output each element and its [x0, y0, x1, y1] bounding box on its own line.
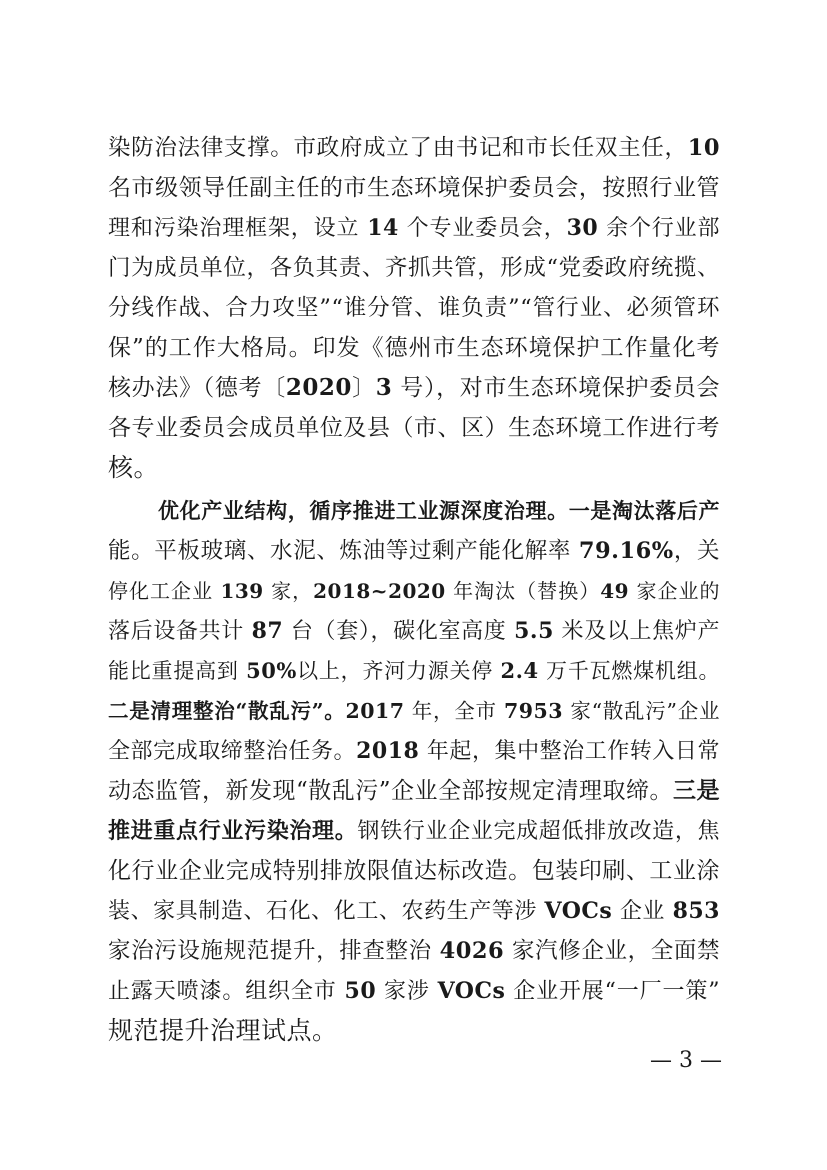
text-segment: 139	[220, 579, 264, 603]
text-segment: 14	[367, 215, 399, 241]
text-line	[108, 971, 720, 1011]
text-segment: 年起，集中整治工作转入日常	[419, 739, 720, 764]
text-segment: 2018	[356, 738, 420, 764]
text-segment: 动态监管，新发现“散乱污”企业全部按规定清理取缔。	[108, 778, 674, 804]
text-segment: VOCs	[437, 978, 506, 1004]
text-segment: 理和污染治理框架，设立	[108, 216, 368, 241]
text-segment: 门为成员单位，各负其责、齐抓共管，形成“党委政府统揽、	[108, 255, 720, 281]
text-segment: 4026	[439, 938, 505, 964]
text-line	[108, 851, 720, 891]
text-segment: 家企业的	[629, 579, 721, 603]
text-segment: 家涉	[376, 979, 438, 1004]
text-segment: 5.5	[514, 618, 554, 644]
text-segment: 家，	[263, 579, 314, 603]
text-segment: 号），对市生态环境保护委员会	[392, 375, 721, 401]
text-segment: 二是清理整治“散乱污”。	[108, 699, 346, 723]
text-line	[108, 691, 720, 731]
text-line	[108, 731, 720, 771]
text-segment: 各专业委员会成员单位及县（市、区）生态环境工作进行考	[108, 415, 720, 441]
text-segment: 79.16%	[578, 538, 674, 564]
text-segment: 49	[600, 579, 630, 603]
text-segment: 全部完成取缔整治任务。	[108, 739, 357, 764]
text-line	[108, 448, 720, 488]
text-segment: 一是淘汰落后产	[568, 498, 721, 523]
text-segment: 止露天喷漆。组织全市	[108, 979, 345, 1004]
text-segment: 核。	[108, 453, 160, 482]
text-line	[108, 811, 720, 851]
text-line	[108, 571, 720, 611]
text-segment: 台（套），碳化室高度	[283, 619, 515, 644]
text-segment: 年淘汰（替换）	[445, 579, 601, 603]
text-segment: 7953	[504, 699, 564, 723]
text-segment: 能。平板玻璃、水泥、炼油等过剩产能化解率	[108, 538, 579, 564]
text-segment: ，关	[673, 538, 720, 564]
text-segment: 〕	[351, 375, 376, 401]
text-segment: 年，全市	[404, 699, 505, 723]
text-segment: 3	[375, 374, 393, 401]
text-line	[108, 328, 720, 368]
page-number: — 3 —	[650, 1048, 722, 1073]
text-segment: 米及以上焦炉产	[553, 619, 721, 644]
text-line	[108, 651, 720, 691]
text-segment: 推进重点行业污染治理。	[108, 818, 358, 844]
text-line	[108, 408, 720, 448]
text-segment: 87	[251, 618, 284, 644]
text-segment: 2018~2020	[313, 579, 446, 603]
text-line	[158, 491, 720, 531]
text-segment: 规范提升治理试点。	[108, 1016, 338, 1045]
text-segment: 化行业企业完成特别排放限值达标改造。包装印刷、工业涂	[108, 858, 720, 884]
text-segment: 企业	[612, 899, 673, 924]
text-line	[108, 248, 720, 288]
text-line	[108, 611, 720, 651]
text-line	[108, 891, 720, 931]
text-segment: 个专业委员会，	[398, 216, 567, 241]
text-segment: 落后设备共计	[108, 619, 252, 644]
text-line	[108, 1011, 720, 1051]
text-segment: 10	[687, 135, 720, 161]
text-segment: 30	[566, 215, 599, 241]
text-segment: 家“散乱污”企业	[563, 699, 720, 723]
text-line	[108, 368, 720, 408]
text-segment: VOCs	[544, 898, 613, 924]
text-line	[108, 771, 720, 811]
text-segment: 停化工企业	[108, 579, 221, 603]
text-segment: 以上，齐河力源关停	[296, 659, 501, 683]
text-segment: 50%	[246, 658, 297, 683]
text-segment: 核办法》（德考〔	[108, 375, 286, 401]
text-segment: 2017	[345, 699, 405, 723]
text-segment: 名市级领导任副主任的市生态环境保护委员会，按照行业管	[108, 175, 720, 201]
text-segment: 装、家具制造、石化、化工、农药生产等涉	[108, 899, 545, 924]
text-segment: 2.4	[500, 658, 539, 683]
text-line	[108, 531, 720, 571]
text-segment: 家汽修企业，全面禁	[504, 938, 721, 964]
text-segment: 2020	[285, 374, 352, 401]
text-segment: 优化产业结构，循序推进工业源深度治理。	[158, 498, 569, 523]
text-line	[108, 288, 720, 328]
text-segment: 分线作战、合力攻坚”“谁分管、谁负责”“管行业、必须管环	[108, 295, 720, 321]
text-segment: 853	[672, 898, 720, 924]
text-segment: 企业开展“一厂一策”	[505, 979, 720, 1004]
text-segment: 余个行业部	[598, 216, 720, 241]
text-line	[108, 931, 720, 971]
text-segment: 家治污设施规范提升，排查整治	[108, 938, 440, 964]
text-segment: 钢铁行业企业完成超低排放改造，焦	[357, 819, 720, 844]
text-segment: 染防治法律支撑。市政府成立了由书记和市长任双主任，	[108, 135, 688, 161]
text-segment: 三是	[673, 777, 721, 804]
text-line	[108, 168, 720, 208]
text-segment: 万千瓦燃煤机组。	[538, 659, 720, 683]
text-segment: 保”的工作大格局。印发《德州市生态环境保护工作量化考	[108, 335, 720, 361]
text-line	[108, 208, 720, 248]
text-segment: 能比重提高到	[108, 659, 247, 683]
text-segment: 50	[344, 978, 377, 1004]
text-line	[108, 128, 720, 168]
